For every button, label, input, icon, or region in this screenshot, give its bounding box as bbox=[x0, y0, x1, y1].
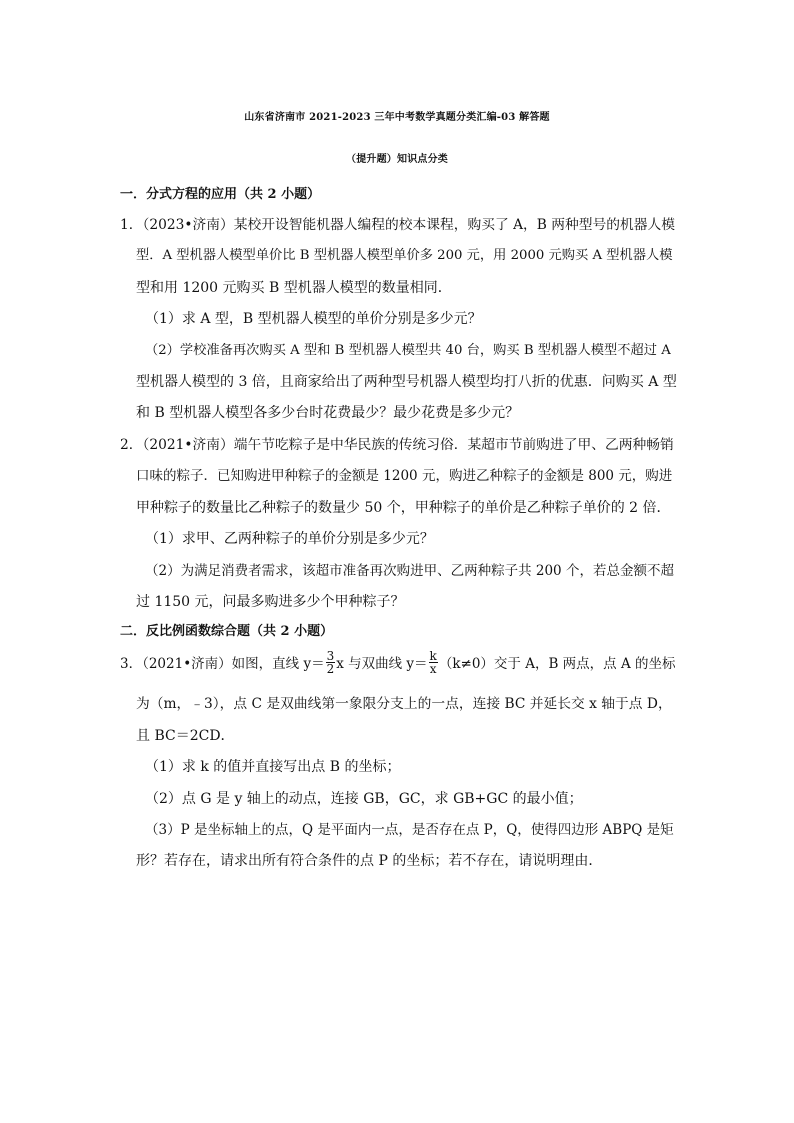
q3-line-1-part-a: 3．（2021•济南）如图，直线 y＝ bbox=[120, 656, 325, 672]
q3-line-1-part-c: （k≠0）交于 A，B 两点，点 A 的坐标 bbox=[438, 656, 676, 672]
q3-sub-3-line-1: （3）P 是坐标轴上的点，Q 是平面内一点，是否存在点 P，Q，使得四边形 ABPQ 是矩 bbox=[145, 822, 674, 838]
q3-line-1 bbox=[120, 649, 676, 677]
fraction-k-over-x bbox=[429, 650, 438, 675]
q3-sub-1: （1）求 k 的值并直接写出点 B 的坐标； bbox=[145, 759, 401, 775]
fraction-three-halves bbox=[326, 650, 336, 675]
q1-line-3: 型和用 1200 元购买 B 型机器人模型的数量相同． bbox=[136, 280, 452, 296]
q2-sub-1: （1）求甲、乙两种粽子的单价分别是多少元？ bbox=[145, 531, 434, 547]
q1-line-2: 型．A 型机器人模型单价比 B 型机器人模型单价多 200 元，用 2000 元购买 A 型机器人模 bbox=[136, 248, 673, 263]
q2-sub-2-line-1: （2）为满足消费者需求，该超市准备再次购进甲、乙两种粽子共 200 个，若总金额不超 bbox=[145, 563, 674, 579]
q1-line-1: 1．（2023•济南）某校开设智能机器人编程的校本课程，购买了 A，B 两种型号的机器人模 bbox=[120, 217, 676, 233]
q1-sub-2-line-1: （2）学校准备再次购买 A 型和 B 型机器人模型共 40 台，购买 B 型机器人模型不超过 A bbox=[145, 343, 671, 358]
q3-sub-2: （2）点 G 是 y 轴上的动点，连接 GB，GC，求 GB+GC 的最小值； bbox=[145, 791, 583, 807]
fraction-1-denominator: 2 bbox=[326, 662, 335, 676]
q3-line-3: 且 BC＝2CD． bbox=[136, 728, 235, 744]
fraction-2-denominator: x bbox=[429, 662, 437, 676]
q2-line-1: 2．（2021•济南）端午节吃粽子是中华民族的传统习俗．某超市节前购进了甲、乙两种畅销 bbox=[120, 437, 674, 453]
section-heading-fraction-equation: 一．分式方程的应用（共 2 小题） bbox=[120, 187, 321, 202]
q3-line-2: 为（m，﹣3），点 C 是双曲线第一象限分支上的一点，连接 BC 并延长交 x 轴于点 D， bbox=[136, 696, 672, 712]
fraction-1-numerator: 3 bbox=[326, 649, 335, 663]
q3-sub-3-line-2: 形？若存在，请求出所有符合条件的点 P 的坐标；若不存在，请说明理由． bbox=[136, 853, 603, 869]
document-title-line-1: 山东省济南市 2021-2023 三年中考数学真题分类汇编-03 解答题 bbox=[244, 112, 550, 123]
q2-line-3: 甲种粽子的数量比乙种粽子的数量少 50 个，甲种粽子的单价是乙种粽子单价的 2 倍． bbox=[136, 500, 671, 516]
q1-sub-2-line-2: 型机器人模型的 3 倍，且商家给出了两种型号机器人模型均打八折的优惠．问购买 A 型 bbox=[136, 374, 677, 390]
q1-sub-2-line-3: 和 B 型机器人模型各多少台时花费最少？最少花费是多少元？ bbox=[136, 405, 520, 421]
document-title-line-2: （提升题）知识点分类 bbox=[346, 154, 448, 165]
q3-line-1-part-b: x 与双曲线 y＝ bbox=[336, 656, 428, 672]
q1-sub-1: （1）求 A 型，B 型机器人模型的单价分别是多少元？ bbox=[145, 311, 482, 327]
section-heading-inverse-proportion: 二．反比例函数综合题（共 2 小题） bbox=[120, 624, 334, 639]
q2-sub-2-line-2: 过 1150 元，问最多购进多少个甲种粽子？ bbox=[136, 594, 405, 610]
q2-line-2: 口味的粽子．已知购进甲种粽子的金额是 1200 元，购进乙种粽子的金额是 800 元，购进 bbox=[136, 468, 673, 484]
fraction-2-numerator: k bbox=[429, 649, 437, 663]
